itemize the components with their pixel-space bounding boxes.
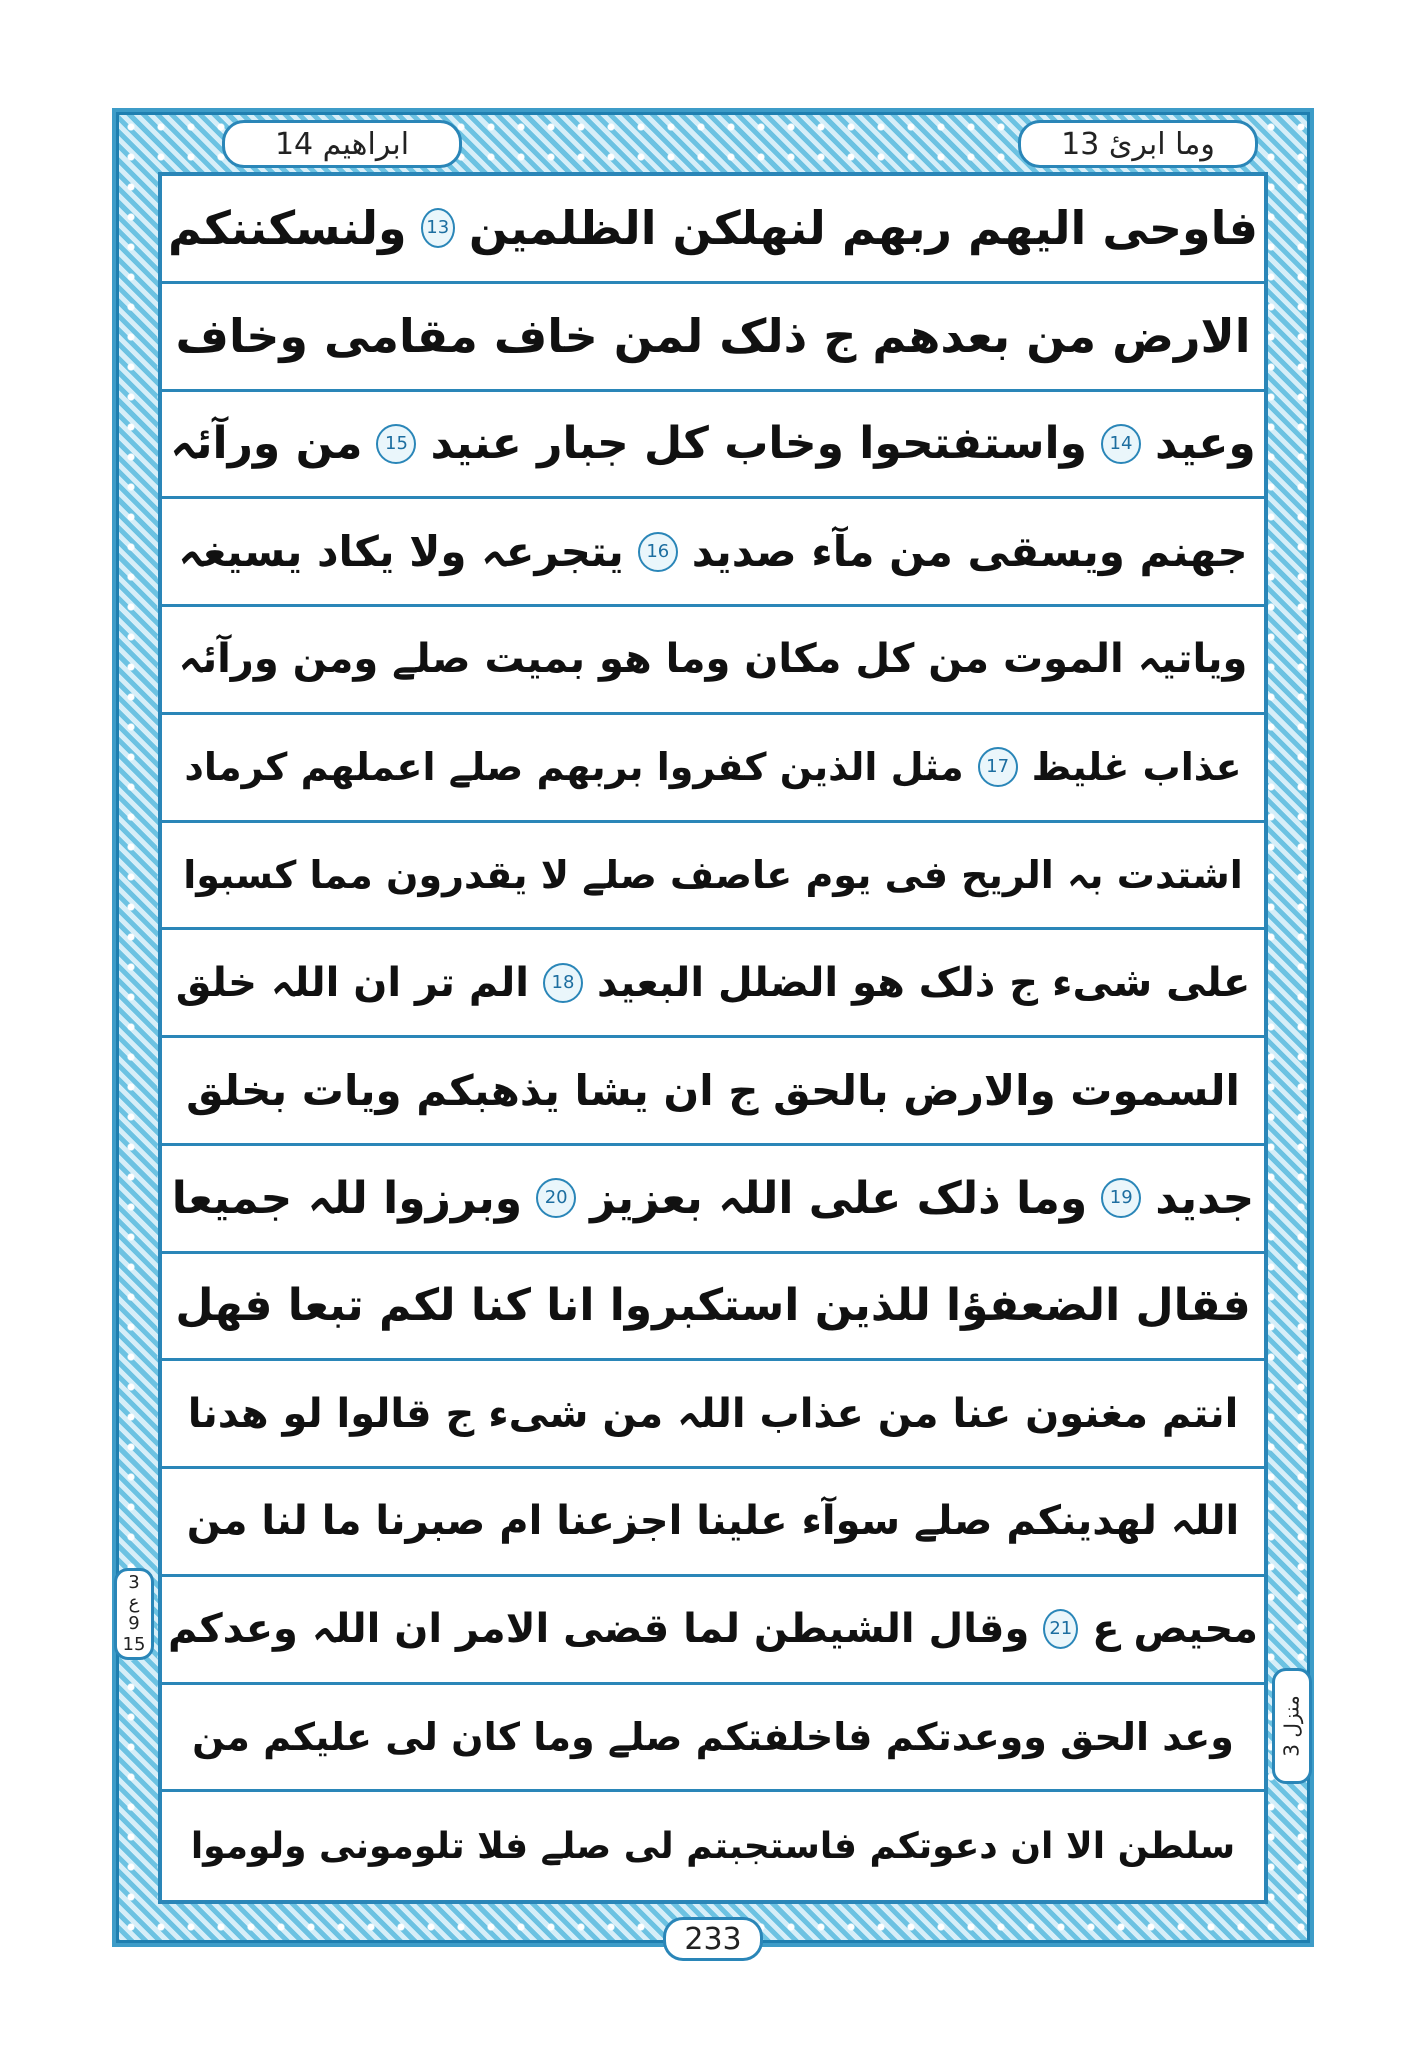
text-line <box>162 1146 1264 1254</box>
ruku-count-a: 3 <box>128 1571 140 1593</box>
verse-text: جھنم ویسقی من مآء صدید <box>691 527 1248 577</box>
ayah-number-marker: 14 <box>1101 424 1141 464</box>
ayah-number-marker: 16 <box>638 532 678 572</box>
text-line <box>162 1577 1264 1685</box>
text-line <box>162 930 1264 1038</box>
text-line <box>162 284 1264 392</box>
verse-text: الم تر ان اللہ خلق <box>175 959 529 1006</box>
ayah-number-marker: 15 <box>376 424 416 464</box>
verse-text: وبرزوا للہ جمیعا <box>171 1172 523 1224</box>
text-line <box>162 1685 1264 1793</box>
verse-text: علی شیء ج ذلک ھو الضلل البعید <box>596 959 1251 1006</box>
verse-text: یتجرعہ ولا یکاد یسیغہ <box>178 527 624 577</box>
verse-text: اشتدت بہ الریح فی یوم عاصف صلے لا یقدرون مما کسبوا <box>183 852 1243 897</box>
verse-text: الارض من بعدھم ج ذلک لمن خاف مقامی وخاف <box>175 309 1251 364</box>
page-number: 233 <box>663 1917 763 1961</box>
ayah-number-marker: 19 <box>1101 1178 1141 1218</box>
ruku-count-d: 15 <box>122 1633 146 1655</box>
text-line <box>162 176 1264 284</box>
verse-text: واستفتحوا وخاب کل جبار عنید <box>430 418 1087 470</box>
verse-text: فقال الضعفؤا للذین استکبروا انا کنا لکم تبعا فھل <box>175 1280 1251 1332</box>
verse-text: فاوحی الیھم ربھم لنھلکن الظلمین <box>468 201 1258 256</box>
text-line <box>162 392 1264 500</box>
ayah-number-marker: 18 <box>543 963 583 1003</box>
ruku-symbol: ع <box>128 1592 140 1614</box>
manzil-marker <box>1272 1668 1312 1784</box>
juz-title: وما ابرئ 13 <box>1018 120 1258 168</box>
ayah-number-marker: 17 <box>978 747 1018 787</box>
ruku-count-c: 9 <box>128 1613 140 1634</box>
verse-text: وما ذلک علی اللہ بعزیز <box>590 1172 1088 1224</box>
verse-text: ولنسکننکم <box>168 201 407 256</box>
ayah-number-marker: 21 <box>1043 1609 1078 1649</box>
text-line <box>162 499 1264 607</box>
verse-text: وعد الحق ووعدتکم فاخلفتکم صلے وما کان لی علیکم من <box>192 1714 1234 1759</box>
ruku-marker <box>114 1568 154 1660</box>
verse-text: سلطن الا ان دعوتکم فاستجبتم لی صلے فلا تلومونی ولوموا <box>190 1825 1236 1867</box>
text-line <box>162 823 1264 931</box>
verse-text: جدید <box>1155 1172 1255 1224</box>
verse-text: انتم مغنون عنا من عذاب اللہ من شیء ج قالوا لو ھدنا <box>187 1390 1239 1437</box>
text-line <box>162 1254 1264 1362</box>
manzil-label: منزل 3 <box>1280 1695 1304 1757</box>
verse-text: السموت والارض بالحق ج ان یشا یذھبکم ویات بخلق <box>186 1065 1240 1115</box>
text-line <box>162 1038 1264 1146</box>
text-line <box>162 1361 1264 1469</box>
text-line <box>162 607 1264 715</box>
verse-text: من ورآئہ <box>170 418 363 470</box>
verse-text: ویاتیہ الموت من کل مکان وما ھو بمیت صلے ومن ورآئہ <box>178 636 1248 683</box>
text-line <box>162 1792 1264 1900</box>
verse-text: محیص ع <box>1092 1606 1258 1653</box>
surah-title: ابراھیم 14 <box>222 120 462 168</box>
verse-text: اللہ لھدینکم صلے سوآء علینا اجزعنا ام صبرنا ما لنا من <box>186 1498 1240 1545</box>
ayah-number-marker: 20 <box>536 1178 576 1218</box>
quran-text-lines <box>162 176 1264 1900</box>
text-line <box>162 1469 1264 1577</box>
ayah-number-marker: 13 <box>421 208 455 248</box>
verse-text: وقال الشیطن لما قضی الامر ان اللہ وعدکم <box>168 1606 1030 1653</box>
text-line <box>162 715 1264 823</box>
verse-text: مثل الذین کفروا بربھم صلے اعملھم کرماد <box>184 745 964 790</box>
verse-text: عذاب غلیظ <box>1031 745 1242 790</box>
verse-text: وعید <box>1154 418 1256 470</box>
